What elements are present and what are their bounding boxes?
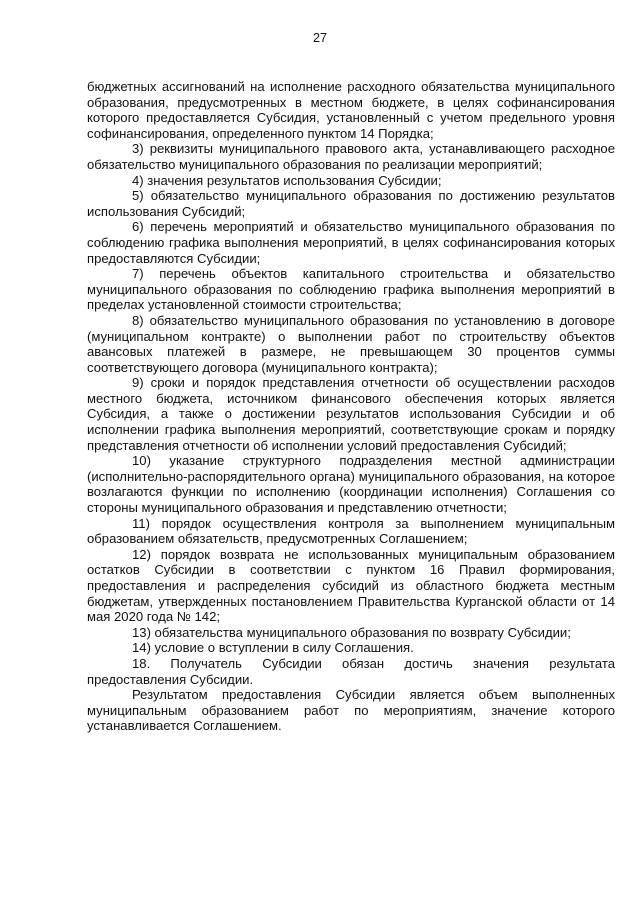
paragraph-item-12: 12) порядок возврата не использованных муниципальным образованием остатков Субсидии в соответствии с пунктом 16 Правил формирования, предоставления и распределения субсидий из областного бюджета местным бюджетам, утвержденных постановлением Правительства Курганской области от 14 мая 2020 года № 142; <box>87 546 615 625</box>
document-body <box>87 79 615 734</box>
paragraph-continuation: бюджетных ассигнований на исполнение расходного обязательства муниципального образования, предусмотренных в местном бюджете, в целях софинансирования которого предоставляется Субсидия, установленный с учетом предельного уровня софинансирования, определенного пунктом 14 Порядка; <box>87 79 615 141</box>
paragraph-item-7: 7) перечень объектов капитального строительства и обязательство муниципального образования по соблюдению графика выполнения мероприятий в пределах установленной стоимости строительства; <box>87 266 615 313</box>
paragraph-item-14: 14) условие о вступлении в силу Соглашения. <box>132 640 414 656</box>
paragraph-result-definition: Результатом предоставления Субсидии является объем выполненных муниципальным образованием работ по мероприятиям, значение которого устанавливается Соглашением. <box>87 687 615 734</box>
paragraph-item-11: 11) порядок осуществления контроля за выполнением муниципальным образованием обязательств, предусмотренных Соглашением; <box>87 515 615 547</box>
paragraph-item-5: 5) обязательство муниципального образования по достижению результатов использования Субсидий; <box>87 188 615 219</box>
paragraph-item-3: 3) реквизиты муниципального правового акта, устанавливающего расходное обязательство муниципального образования по реализации мероприятий; <box>87 141 615 172</box>
paragraph-item-9: 9) сроки и порядок представления отчетности об осуществлении расходов местного бюджета, источником финансового обеспечения которых является Субсидия, а также о достижении результатов использования Субсидии и об исполнении графика выполнения мероприятий, соответствующие срокам и порядку представления отчетности об исполнении условий предоставления Субсидий; <box>87 375 615 453</box>
paragraph-item-8: 8) обязательство муниципального образования по установлению в договоре (муниципальном контракте) о выполнении работ по строительству объектов авансовых платежей в размере, не превышающем 30 процентов суммы соответствующего договора (муниципального контракта); <box>87 312 615 375</box>
paragraph-item-10: 10) указание структурного подразделения местной администрации (исполнительно-распорядительного органа) муниципального образования, на которое возлагаются функции по исполнению (координации исполнения) Соглашения со стороны муниципального образования и представлению отчетности; <box>87 453 615 516</box>
paragraph-item-6: 6) перечень мероприятий и обязательство муниципального образования по соблюдению графика выполнения мероприятий, в целях софинансирования которых предоставляются Субсидии; <box>87 219 615 266</box>
paragraph-clause-18: 18. Получатель Субсидии обязан достичь значения результата предоставления Субсидии. <box>87 655 615 687</box>
paragraph-item-13: 13) обязательства муниципального образования по возврату Субсидии; <box>132 624 571 640</box>
page-number: 27 <box>313 31 327 45</box>
paragraph-item-4: 4) значения результатов использования Субсидии; <box>132 172 442 188</box>
